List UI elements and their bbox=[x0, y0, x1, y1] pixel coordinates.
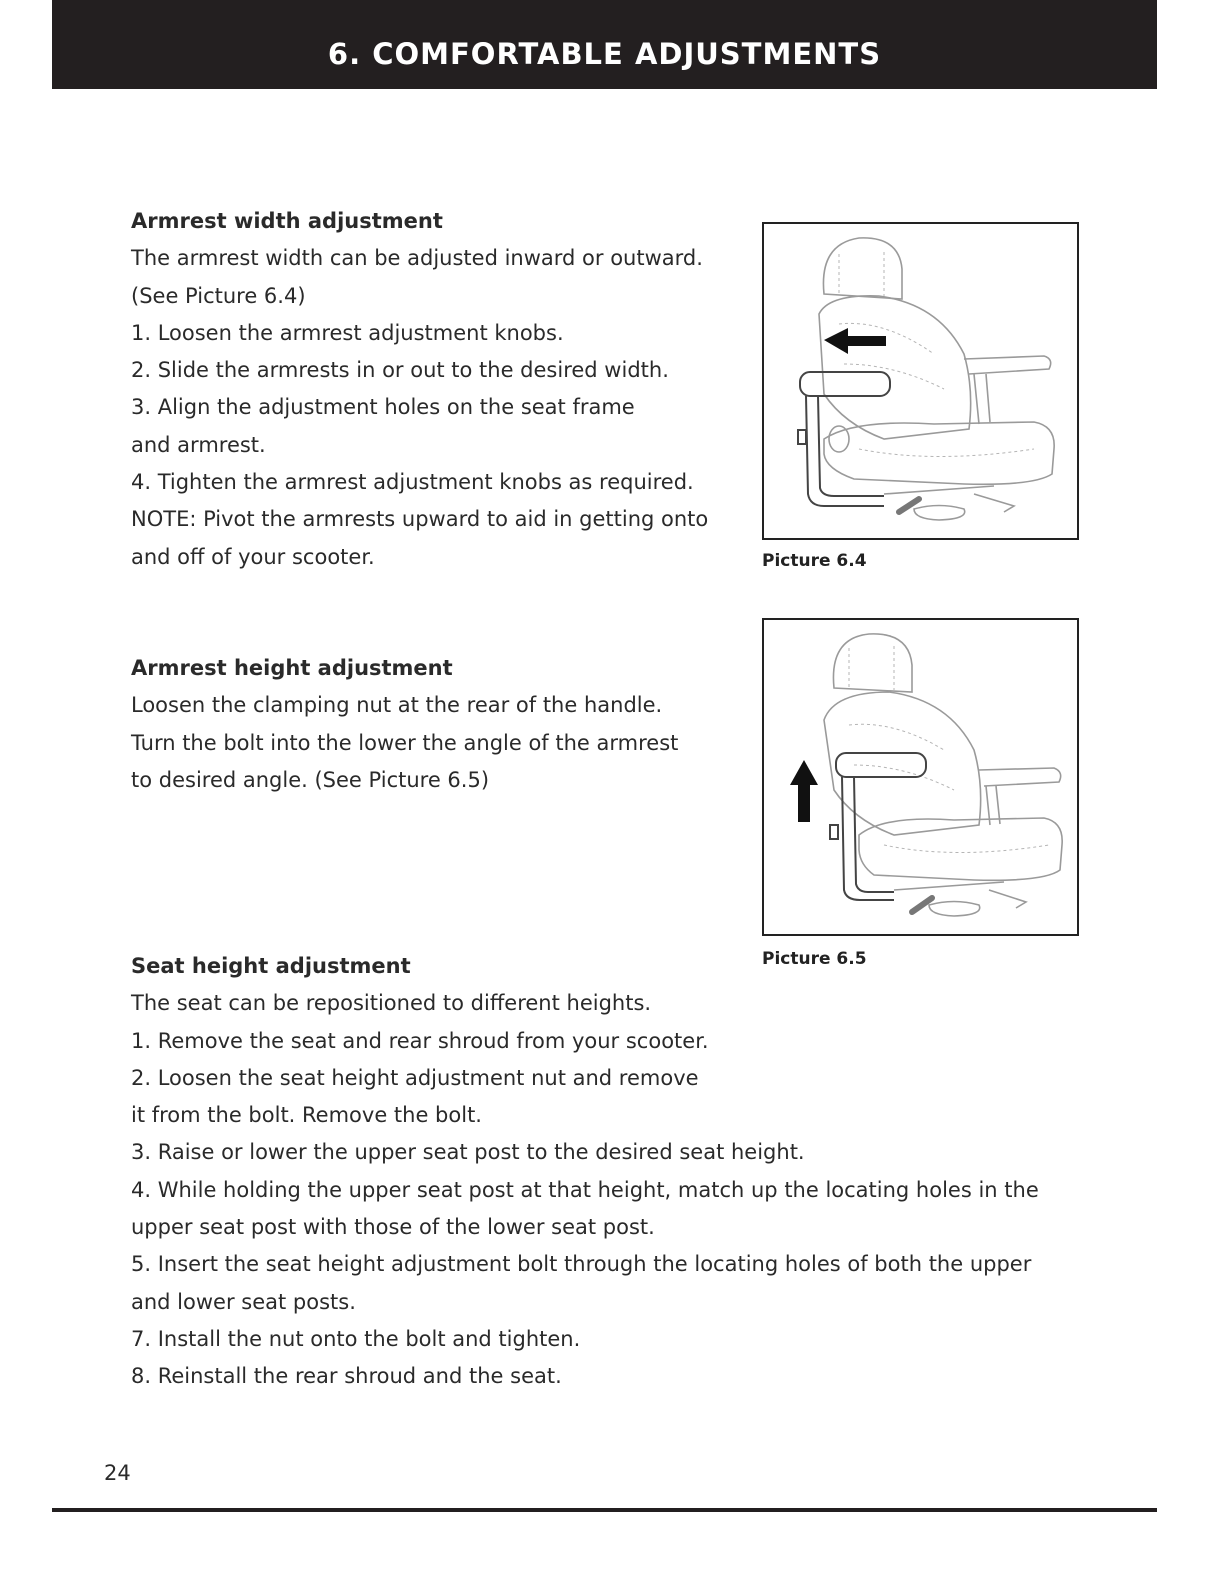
footer-rule bbox=[52, 1508, 1157, 1512]
text-line: 3. Raise or lower the upper seat post to the desired seat height. bbox=[131, 1140, 805, 1165]
text-line: and lower seat posts. bbox=[131, 1289, 356, 1314]
text-line: (See Picture 6.4) bbox=[131, 283, 306, 308]
text-line: 8. Reinstall the rear shroud and the seat. bbox=[131, 1364, 562, 1389]
text-line: 4. While holding the upper seat post at that height, match up the locating holes in the bbox=[131, 1177, 1039, 1202]
text-line: upper seat post with those of the lower seat post. bbox=[131, 1215, 655, 1240]
armrest-height-section bbox=[131, 650, 678, 799]
header-bar bbox=[52, 0, 1157, 89]
section-heading: Seat height adjustment bbox=[131, 954, 411, 978]
text-line: 1. Remove the seat and rear shroud from your scooter. bbox=[131, 1028, 709, 1053]
picture-6-5-illustration bbox=[762, 618, 1079, 936]
text-line: NOTE: Pivot the armrests upward to aid in getting onto bbox=[131, 507, 709, 532]
figure-caption: Picture 6.5 bbox=[762, 949, 867, 969]
text-line: Loosen the clamping nut at the rear of the handle. bbox=[131, 693, 663, 718]
page-title: 6. COMFORTABLE ADJUSTMENTS bbox=[327, 37, 882, 71]
text-line: and armrest. bbox=[131, 432, 266, 457]
section-heading: Armrest height adjustment bbox=[131, 656, 453, 680]
text-line: 1. Loosen the armrest adjustment knobs. bbox=[131, 320, 564, 345]
text-line: The armrest width can be adjusted inward or outward. bbox=[131, 246, 703, 271]
armrest-width-section bbox=[131, 203, 708, 576]
seat-height-section bbox=[131, 948, 1039, 1396]
picture-6-4-illustration bbox=[762, 222, 1079, 540]
text-line: 7. Install the nut onto the bolt and tighten. bbox=[131, 1326, 581, 1351]
text-line: and off of your scooter. bbox=[131, 544, 375, 569]
text-line: Turn the bolt into the lower the angle of the armrest bbox=[131, 730, 679, 755]
text-line: The seat can be repositioned to different heights. bbox=[131, 991, 652, 1016]
text-line: to desired angle. (See Picture 6.5) bbox=[131, 767, 490, 792]
section-heading: Armrest width adjustment bbox=[131, 209, 443, 233]
text-line: 4. Tighten the armrest adjustment knobs as required. bbox=[131, 470, 694, 495]
text-line: 3. Align the adjustment holes on the seat frame bbox=[131, 395, 635, 420]
text-line: it from the bolt. Remove the bolt. bbox=[131, 1103, 482, 1128]
text-line: 5. Insert the seat height adjustment bolt through the locating holes of both the upper bbox=[131, 1252, 1032, 1277]
figure-caption: Picture 6.4 bbox=[762, 551, 867, 571]
text-line: 2. Loosen the seat height adjustment nut and remove bbox=[131, 1065, 699, 1090]
text-line: 2. Slide the armrests in or out to the desired width. bbox=[131, 358, 669, 383]
page-number: 24 bbox=[104, 1461, 131, 1485]
